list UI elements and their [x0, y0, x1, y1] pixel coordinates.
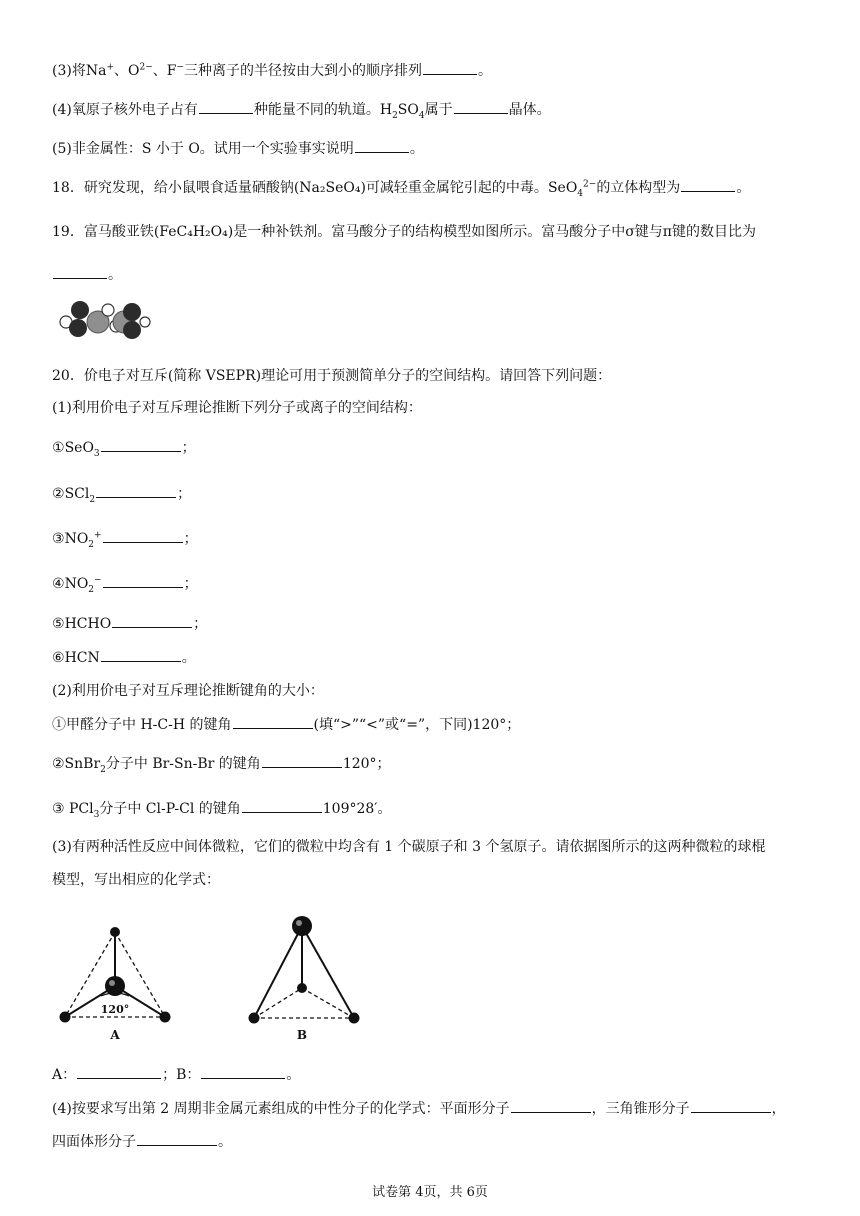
angle-item-3: ③ PCl$_3$分子中 Cl-P-Cl 的键角 109°28′。 — [52, 798, 391, 819]
answer-blank[interactable] — [137, 1131, 217, 1146]
fumaric-acid-model — [52, 298, 152, 344]
angle-item-1: ①甲醛分子中 H-C-H 的键角 (填“>”“<”或“=”，下同)120°； — [52, 714, 520, 735]
answer-blank[interactable] — [242, 798, 322, 813]
q20-part1-title: (1)利用价电子对互斥理论推断下列分子或离子的空间结构： — [52, 400, 422, 416]
q20-intro: 20．价电子对互斥(简称 VSEPR)理论可用于预测简单分子的空间结构。请回答下列问题： — [52, 368, 612, 384]
answer-blank[interactable] — [262, 753, 342, 768]
q19: 19．富马酸亚铁(FeC₄H₂O₄)是一种补铁剂。富马酸分子的结构模型如图所示。富马酸分子中σ键与π键的数目比为 — [52, 224, 756, 240]
answer-blank[interactable] — [53, 264, 107, 279]
vsepr-item-2: ②SCl$_2$ ； — [52, 483, 191, 504]
q20-part4-line1: (4)按要求写出第 2 周期非金属元素组成的中性分子的化学式：平面形分子 ，三角锥形分子 ， — [52, 1098, 786, 1119]
answer-blank[interactable] — [201, 1064, 285, 1079]
angle-item-2: ②SnBr$_2$分子中 Br-Sn-Br 的键角 120°； — [52, 753, 391, 774]
answer-blank[interactable] — [103, 528, 183, 543]
figure-b-label: B — [296, 1028, 308, 1042]
q20-part3-line2: 模型，写出相应的化学式： — [52, 872, 220, 888]
vsepr-item-4: $④NO_2^-$ ； — [52, 573, 198, 594]
q17-5: (5)非金属性：S 小于 O。试用一个实验事实说明 。 — [52, 138, 424, 159]
answer-blank[interactable] — [233, 714, 313, 729]
q20-part2-title: (2)利用价电子对互斥理论推断键角的大小： — [52, 683, 324, 699]
answer-blank[interactable] — [511, 1098, 591, 1113]
answer-blank[interactable] — [691, 1098, 771, 1113]
q17-3: (3)将Na+、$O^{2-}$、F−三种离子的半径按由大到小的顺序排列 。 — [52, 60, 492, 81]
figure-a-angle: 120° — [100, 1003, 130, 1016]
q19-line2: 。 — [52, 264, 122, 285]
figure-a-label: A — [110, 1028, 120, 1042]
answer-blank[interactable] — [355, 138, 409, 153]
answer-blank[interactable] — [101, 647, 181, 662]
answer-blank[interactable] — [454, 99, 508, 114]
answer-blank[interactable] — [681, 177, 735, 192]
vsepr-item-6: ⑥HCN 。 — [52, 647, 196, 668]
ball-stick-model-a — [55, 920, 180, 1045]
q17-4: (4)氧原子核外电子占有 种能量不同的轨道。$H_2SO_4$属于 晶体。 — [52, 99, 551, 120]
answer-blank[interactable] — [77, 1064, 161, 1079]
q20-part3-line1: (3)有两种活性反应中间体微粒，它们的微粒中均含有 1 个碳原子和 3 个氢原子。请依据图所示的这两种微粒的球棍 — [52, 839, 766, 855]
q18: 18．研究发现，给小鼠喂食适量硒酸钠(Na₂SeO₄)可减轻重金属铊引起的中毒。SeO$_4^{2-}$的立体构型为 。 — [52, 177, 750, 198]
answer-blank[interactable] — [112, 613, 192, 628]
ball-stick-model-b — [240, 908, 365, 1045]
answer-blank[interactable] — [96, 483, 176, 498]
page-footer: 试卷第 4页，共 6页 — [372, 1185, 488, 1200]
answer-blank[interactable] — [101, 437, 181, 452]
answer-blank[interactable] — [103, 573, 183, 588]
q20-part4-line2: 四面体形分子 。 — [52, 1131, 232, 1152]
vsepr-item-5: ⑤HCHO ； — [52, 613, 207, 634]
answer-blank[interactable] — [423, 60, 477, 75]
answer-blank[interactable] — [199, 99, 253, 114]
vsepr-item-3: $③NO_2^+$ ； — [52, 528, 198, 549]
q20-part3-answers: A： ；B： 。 — [52, 1064, 300, 1085]
vsepr-item-1: ①SeO$_3$ ； — [52, 437, 196, 458]
